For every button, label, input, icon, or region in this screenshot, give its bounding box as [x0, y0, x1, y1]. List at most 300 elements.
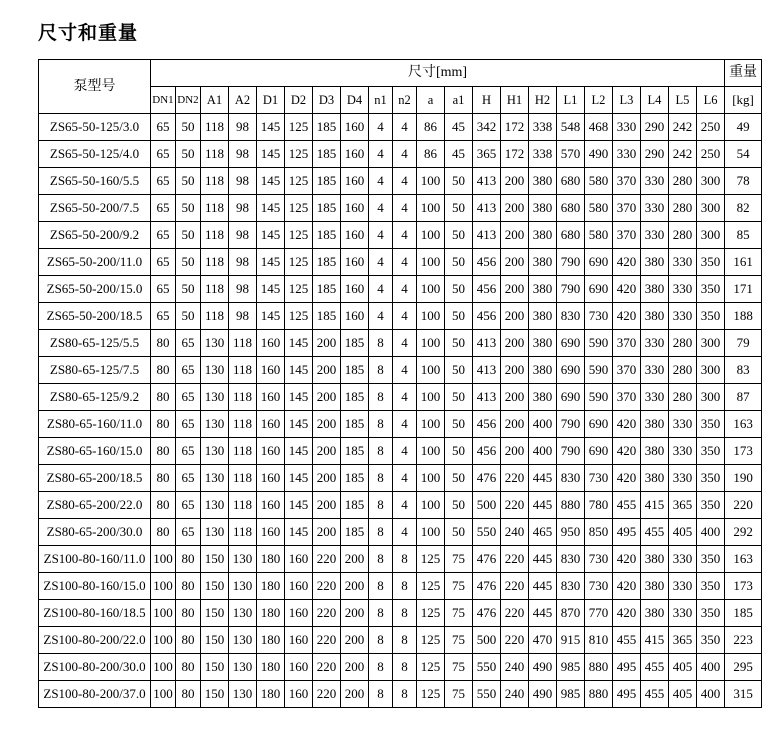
cell-dn2: 65: [176, 384, 201, 411]
cell-h: 413: [473, 357, 501, 384]
cell-a2: 130: [229, 627, 257, 654]
cell-a1: 118: [201, 222, 229, 249]
spec-table-container: [38, 59, 758, 708]
cell-a1: 50: [445, 276, 473, 303]
cell-dn2: 65: [176, 357, 201, 384]
cell-dn1: 80: [151, 411, 176, 438]
cell-n2: 4: [393, 465, 417, 492]
cell-h2: 465: [529, 519, 557, 546]
cell-a: 125: [417, 546, 445, 573]
cell-d4: 185: [341, 384, 369, 411]
cell-model: ZS80-65-125/5.5: [39, 330, 151, 357]
cell-l5: 330: [669, 465, 697, 492]
cell-l5: 280: [669, 384, 697, 411]
cell-d1: 145: [257, 141, 285, 168]
cell-d3: 185: [313, 195, 341, 222]
cell-h2: 338: [529, 141, 557, 168]
cell-h: 456: [473, 303, 501, 330]
cell-d2: 125: [285, 114, 313, 141]
cell-l3: 420: [613, 276, 641, 303]
cell-a2: 98: [229, 249, 257, 276]
cell-l2: 590: [585, 357, 613, 384]
cell-l2: 880: [585, 681, 613, 708]
cell-l6: 350: [697, 249, 725, 276]
cell-h: 456: [473, 276, 501, 303]
cell-n1: 4: [369, 249, 393, 276]
cell-d2: 160: [285, 600, 313, 627]
cell-l3: 370: [613, 195, 641, 222]
cell-n2: 4: [393, 330, 417, 357]
cell-l2: 468: [585, 114, 613, 141]
table-row: [39, 168, 762, 195]
cell-d3: 185: [313, 141, 341, 168]
cell-a1: 50: [445, 249, 473, 276]
cell-h: 476: [473, 573, 501, 600]
cell-l2: 590: [585, 384, 613, 411]
cell-a1: 130: [201, 438, 229, 465]
cell-d3: 185: [313, 114, 341, 141]
cell-n1: 8: [369, 438, 393, 465]
cell-a2: 118: [229, 438, 257, 465]
cell-l6: 400: [697, 654, 725, 681]
cell-d3: 200: [313, 465, 341, 492]
cell-dn1: 65: [151, 303, 176, 330]
cell-l6: 350: [697, 492, 725, 519]
table-row: [39, 114, 762, 141]
cell-h1: 200: [501, 195, 529, 222]
cell-weight: 188: [725, 303, 762, 330]
cell-l4: 380: [641, 438, 669, 465]
cell-h1: 200: [501, 222, 529, 249]
cell-h2: 380: [529, 357, 557, 384]
cell-l3: 495: [613, 681, 641, 708]
cell-d1: 180: [257, 681, 285, 708]
cell-h2: 380: [529, 195, 557, 222]
cell-l3: 420: [613, 600, 641, 627]
cell-n1: 4: [369, 222, 393, 249]
cell-d4: 160: [341, 168, 369, 195]
header-col-h: H: [473, 87, 501, 114]
cell-d4: 185: [341, 492, 369, 519]
cell-l6: 300: [697, 222, 725, 249]
cell-l6: 350: [697, 303, 725, 330]
cell-n1: 4: [369, 114, 393, 141]
cell-n1: 8: [369, 627, 393, 654]
dimensions-and-weight-table: [38, 59, 762, 708]
cell-n2: 4: [393, 168, 417, 195]
cell-model: ZS65-50-125/4.0: [39, 141, 151, 168]
table-row: [39, 384, 762, 411]
table-row: [39, 438, 762, 465]
cell-d3: 200: [313, 519, 341, 546]
cell-h2: 400: [529, 411, 557, 438]
header-col-n2: n2: [393, 87, 417, 114]
cell-l5: 330: [669, 249, 697, 276]
cell-l6: 350: [697, 276, 725, 303]
cell-a: 100: [417, 438, 445, 465]
cell-l3: 495: [613, 519, 641, 546]
cell-n1: 8: [369, 357, 393, 384]
cell-dn2: 65: [176, 465, 201, 492]
cell-n2: 8: [393, 600, 417, 627]
cell-a1: 45: [445, 141, 473, 168]
table-row: [39, 411, 762, 438]
cell-l6: 300: [697, 384, 725, 411]
cell-d4: 160: [341, 303, 369, 330]
cell-l2: 730: [585, 465, 613, 492]
cell-h1: 172: [501, 114, 529, 141]
cell-l3: 420: [613, 411, 641, 438]
cell-l4: 380: [641, 249, 669, 276]
cell-dn1: 100: [151, 600, 176, 627]
cell-l4: 330: [641, 384, 669, 411]
cell-model: ZS65-50-200/9.2: [39, 222, 151, 249]
cell-model: ZS65-50-200/11.0: [39, 249, 151, 276]
cell-dn2: 65: [176, 492, 201, 519]
cell-weight: 292: [725, 519, 762, 546]
cell-a: 100: [417, 168, 445, 195]
cell-h1: 200: [501, 438, 529, 465]
cell-weight: 78: [725, 168, 762, 195]
cell-l2: 730: [585, 573, 613, 600]
cell-a: 86: [417, 114, 445, 141]
cell-l2: 580: [585, 168, 613, 195]
cell-model: ZS100-80-160/18.5: [39, 600, 151, 627]
cell-a: 100: [417, 384, 445, 411]
cell-l5: 365: [669, 627, 697, 654]
cell-weight: 163: [725, 546, 762, 573]
cell-dn1: 65: [151, 222, 176, 249]
cell-d4: 185: [341, 465, 369, 492]
cell-h: 413: [473, 195, 501, 222]
cell-n2: 4: [393, 249, 417, 276]
cell-d2: 125: [285, 222, 313, 249]
cell-a: 100: [417, 276, 445, 303]
cell-d1: 145: [257, 303, 285, 330]
cell-a1: 130: [201, 465, 229, 492]
cell-l3: 370: [613, 168, 641, 195]
cell-l5: 330: [669, 303, 697, 330]
cell-a: 125: [417, 654, 445, 681]
cell-n1: 8: [369, 600, 393, 627]
cell-dn2: 50: [176, 168, 201, 195]
cell-l5: 405: [669, 654, 697, 681]
table-row: [39, 573, 762, 600]
cell-d4: 160: [341, 195, 369, 222]
cell-d1: 160: [257, 438, 285, 465]
cell-dn2: 80: [176, 654, 201, 681]
cell-dn2: 50: [176, 222, 201, 249]
table-row: [39, 276, 762, 303]
cell-l2: 730: [585, 546, 613, 573]
cell-d2: 145: [285, 357, 313, 384]
cell-l4: 455: [641, 519, 669, 546]
cell-l1: 950: [557, 519, 585, 546]
cell-l5: 280: [669, 195, 697, 222]
cell-a1: 118: [201, 114, 229, 141]
cell-model: ZS80-65-160/15.0: [39, 438, 151, 465]
cell-d2: 145: [285, 411, 313, 438]
cell-dn2: 80: [176, 546, 201, 573]
cell-l1: 790: [557, 411, 585, 438]
cell-a2: 130: [229, 573, 257, 600]
cell-h: 456: [473, 438, 501, 465]
cell-dn2: 80: [176, 573, 201, 600]
cell-l3: 420: [613, 465, 641, 492]
cell-d4: 185: [341, 330, 369, 357]
cell-dn1: 80: [151, 357, 176, 384]
cell-d3: 200: [313, 492, 341, 519]
cell-dn2: 50: [176, 303, 201, 330]
table-head: [39, 60, 762, 114]
cell-h2: 380: [529, 330, 557, 357]
cell-n2: 4: [393, 384, 417, 411]
cell-weight: 315: [725, 681, 762, 708]
cell-n2: 4: [393, 222, 417, 249]
cell-a2: 118: [229, 492, 257, 519]
cell-d1: 180: [257, 573, 285, 600]
cell-d1: 160: [257, 411, 285, 438]
cell-d2: 145: [285, 492, 313, 519]
cell-l6: 300: [697, 357, 725, 384]
cell-h2: 490: [529, 681, 557, 708]
cell-d1: 160: [257, 492, 285, 519]
cell-a1: 150: [201, 600, 229, 627]
cell-h1: 200: [501, 357, 529, 384]
cell-d3: 200: [313, 330, 341, 357]
cell-h1: 172: [501, 141, 529, 168]
cell-a1: 118: [201, 249, 229, 276]
cell-h2: 400: [529, 438, 557, 465]
cell-l2: 690: [585, 411, 613, 438]
cell-d3: 220: [313, 681, 341, 708]
cell-h1: 200: [501, 168, 529, 195]
cell-d1: 160: [257, 357, 285, 384]
cell-h: 550: [473, 519, 501, 546]
cell-d2: 145: [285, 465, 313, 492]
cell-h2: 445: [529, 492, 557, 519]
cell-h2: 445: [529, 546, 557, 573]
cell-a2: 130: [229, 600, 257, 627]
cell-a1: 75: [445, 654, 473, 681]
cell-l6: 350: [697, 627, 725, 654]
header-col-dn2: DN2: [176, 87, 201, 114]
cell-a1: 50: [445, 411, 473, 438]
cell-l4: 380: [641, 465, 669, 492]
cell-dn1: 80: [151, 384, 176, 411]
cell-a1: 150: [201, 681, 229, 708]
cell-a: 125: [417, 681, 445, 708]
cell-weight: 220: [725, 492, 762, 519]
cell-l6: 300: [697, 168, 725, 195]
cell-model: ZS80-65-200/22.0: [39, 492, 151, 519]
cell-dn1: 65: [151, 276, 176, 303]
cell-a1: 50: [445, 465, 473, 492]
cell-a1: 50: [445, 303, 473, 330]
cell-h2: 380: [529, 303, 557, 330]
cell-h: 413: [473, 384, 501, 411]
cell-d3: 185: [313, 249, 341, 276]
cell-a2: 118: [229, 411, 257, 438]
cell-d4: 200: [341, 600, 369, 627]
header-col-d4: D4: [341, 87, 369, 114]
cell-dn1: 100: [151, 654, 176, 681]
cell-a: 125: [417, 627, 445, 654]
cell-l5: 405: [669, 681, 697, 708]
cell-l1: 880: [557, 492, 585, 519]
cell-dn2: 50: [176, 249, 201, 276]
cell-weight: 85: [725, 222, 762, 249]
cell-dn1: 80: [151, 519, 176, 546]
cell-d1: 145: [257, 222, 285, 249]
cell-a1: 150: [201, 627, 229, 654]
cell-d3: 220: [313, 654, 341, 681]
cell-model: ZS80-65-200/30.0: [39, 519, 151, 546]
cell-d3: 220: [313, 600, 341, 627]
cell-d2: 125: [285, 276, 313, 303]
cell-l6: 250: [697, 114, 725, 141]
cell-d3: 185: [313, 276, 341, 303]
cell-l1: 570: [557, 141, 585, 168]
cell-l2: 690: [585, 249, 613, 276]
header-weight-unit: [kg]: [725, 87, 762, 114]
cell-weight: 54: [725, 141, 762, 168]
cell-d3: 185: [313, 222, 341, 249]
cell-d1: 145: [257, 168, 285, 195]
cell-l5: 330: [669, 276, 697, 303]
table-row: [39, 330, 762, 357]
cell-l2: 490: [585, 141, 613, 168]
table-row: [39, 519, 762, 546]
cell-dn2: 50: [176, 276, 201, 303]
cell-a: 100: [417, 465, 445, 492]
cell-n2: 4: [393, 519, 417, 546]
cell-model: ZS100-80-200/30.0: [39, 654, 151, 681]
cell-d1: 145: [257, 195, 285, 222]
cell-l3: 370: [613, 384, 641, 411]
cell-a2: 98: [229, 195, 257, 222]
cell-d1: 160: [257, 330, 285, 357]
cell-l2: 590: [585, 330, 613, 357]
cell-l3: 420: [613, 303, 641, 330]
table-row: [39, 627, 762, 654]
cell-d4: 185: [341, 438, 369, 465]
cell-n2: 8: [393, 627, 417, 654]
cell-d3: 185: [313, 303, 341, 330]
cell-h: 342: [473, 114, 501, 141]
cell-weight: 163: [725, 411, 762, 438]
cell-h2: 470: [529, 627, 557, 654]
cell-h1: 220: [501, 546, 529, 573]
header-col-d1: D1: [257, 87, 285, 114]
cell-l1: 548: [557, 114, 585, 141]
cell-d2: 160: [285, 627, 313, 654]
table-row: [39, 303, 762, 330]
cell-l3: 455: [613, 627, 641, 654]
cell-h1: 200: [501, 249, 529, 276]
cell-d4: 160: [341, 141, 369, 168]
cell-n1: 4: [369, 168, 393, 195]
cell-l1: 830: [557, 573, 585, 600]
cell-a2: 118: [229, 465, 257, 492]
cell-h: 365: [473, 141, 501, 168]
cell-l5: 405: [669, 519, 697, 546]
cell-l1: 680: [557, 222, 585, 249]
cell-d4: 185: [341, 357, 369, 384]
cell-l3: 330: [613, 114, 641, 141]
cell-dn1: 65: [151, 195, 176, 222]
cell-l6: 300: [697, 195, 725, 222]
cell-n1: 8: [369, 654, 393, 681]
cell-d3: 185: [313, 168, 341, 195]
header-col-n1: n1: [369, 87, 393, 114]
cell-weight: 49: [725, 114, 762, 141]
cell-d2: 145: [285, 384, 313, 411]
cell-a1: 75: [445, 627, 473, 654]
cell-dn2: 80: [176, 600, 201, 627]
cell-d4: 200: [341, 627, 369, 654]
cell-l4: 330: [641, 357, 669, 384]
cell-d3: 220: [313, 573, 341, 600]
cell-h2: 380: [529, 276, 557, 303]
cell-l4: 455: [641, 681, 669, 708]
cell-d4: 200: [341, 546, 369, 573]
cell-model: ZS80-65-125/7.5: [39, 357, 151, 384]
cell-n1: 8: [369, 465, 393, 492]
cell-a: 100: [417, 492, 445, 519]
cell-h1: 240: [501, 681, 529, 708]
cell-a1: 130: [201, 492, 229, 519]
cell-n1: 8: [369, 573, 393, 600]
cell-dn1: 65: [151, 141, 176, 168]
cell-l4: 455: [641, 654, 669, 681]
cell-dn1: 80: [151, 465, 176, 492]
cell-n1: 4: [369, 276, 393, 303]
cell-weight: 185: [725, 600, 762, 627]
cell-model: ZS100-80-200/37.0: [39, 681, 151, 708]
cell-a: 100: [417, 330, 445, 357]
cell-a: 86: [417, 141, 445, 168]
cell-l4: 330: [641, 195, 669, 222]
cell-a1: 75: [445, 681, 473, 708]
cell-weight: 87: [725, 384, 762, 411]
cell-h2: 380: [529, 222, 557, 249]
cell-d1: 180: [257, 546, 285, 573]
cell-a2: 130: [229, 546, 257, 573]
cell-dn1: 65: [151, 249, 176, 276]
cell-l6: 250: [697, 141, 725, 168]
cell-l1: 830: [557, 303, 585, 330]
cell-n2: 4: [393, 114, 417, 141]
cell-dn1: 100: [151, 546, 176, 573]
cell-a1: 150: [201, 546, 229, 573]
cell-l2: 580: [585, 195, 613, 222]
cell-l6: 350: [697, 600, 725, 627]
cell-l4: 290: [641, 141, 669, 168]
cell-h1: 200: [501, 411, 529, 438]
header-col-l4: L4: [641, 87, 669, 114]
cell-model: ZS80-65-200/18.5: [39, 465, 151, 492]
cell-l6: 400: [697, 681, 725, 708]
cell-n1: 8: [369, 519, 393, 546]
cell-l3: 370: [613, 222, 641, 249]
cell-d1: 160: [257, 519, 285, 546]
cell-dn2: 65: [176, 519, 201, 546]
header-col-l3: L3: [613, 87, 641, 114]
header-col-a1: A1: [201, 87, 229, 114]
cell-weight: 190: [725, 465, 762, 492]
cell-a1: 50: [445, 222, 473, 249]
